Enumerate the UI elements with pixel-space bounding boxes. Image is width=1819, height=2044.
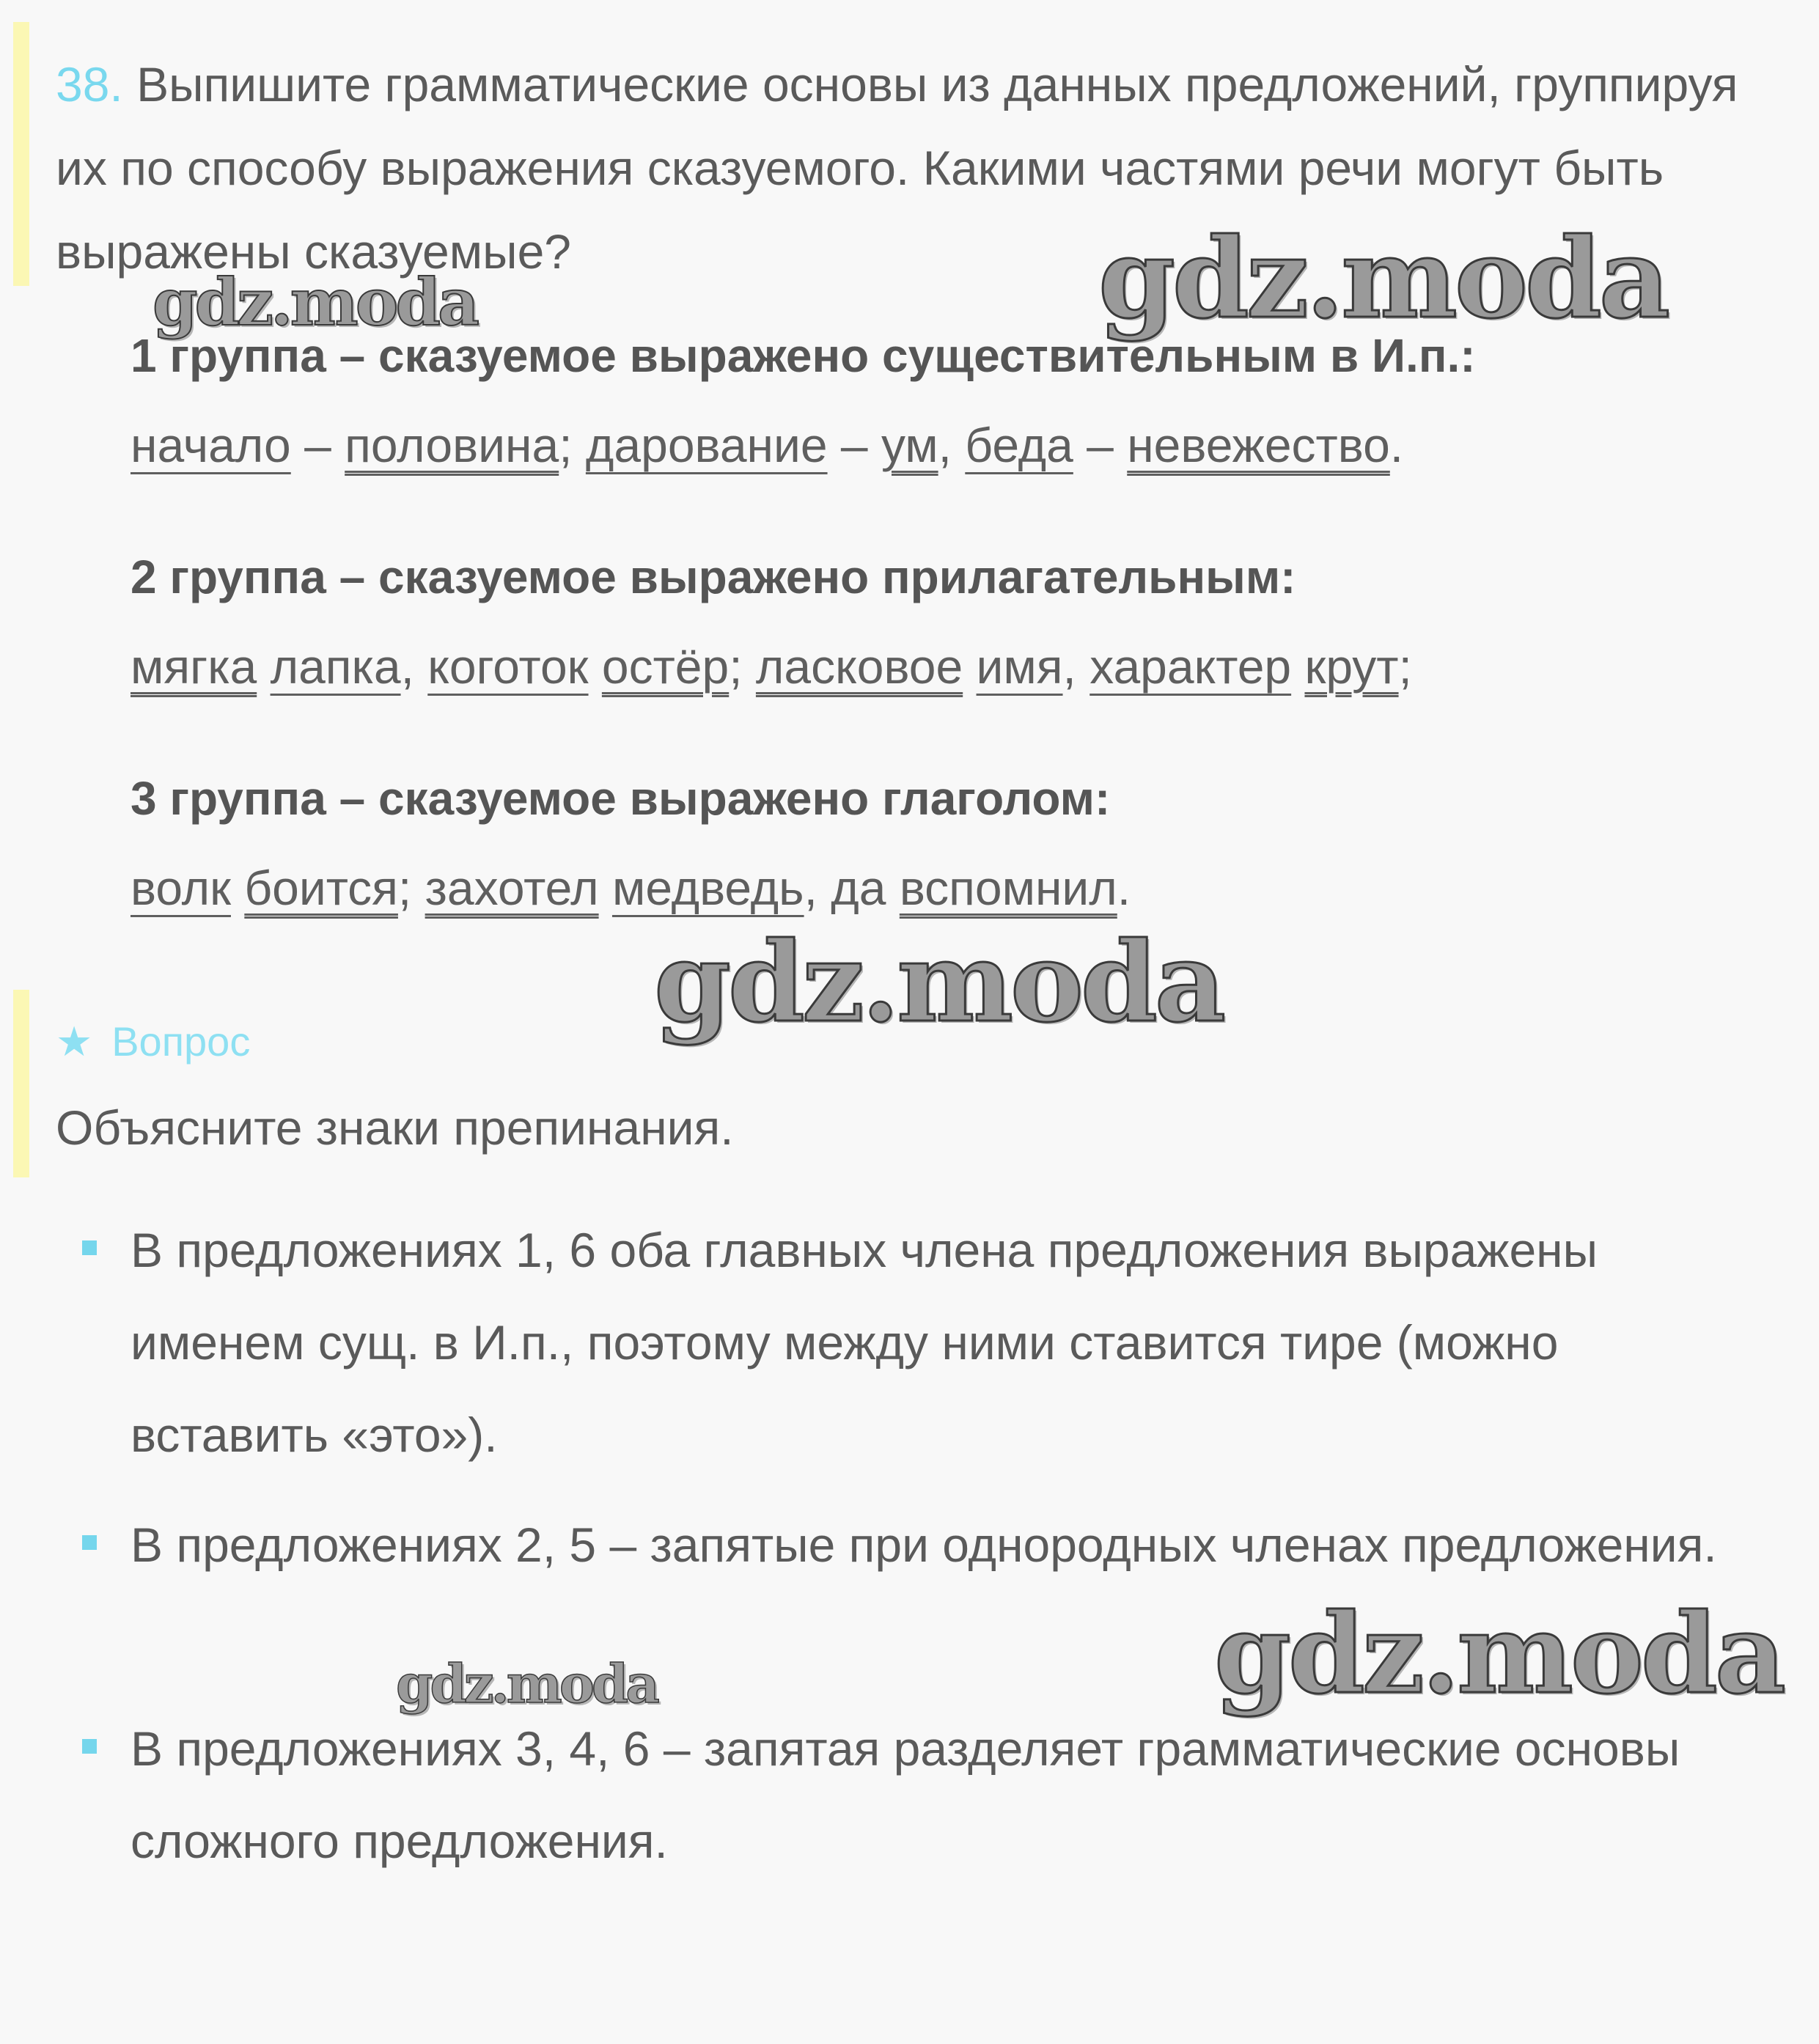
separator: – <box>1073 418 1128 472</box>
subject-word: имя <box>976 639 1063 694</box>
separator: . <box>1389 418 1404 472</box>
square-bullet-icon <box>82 1240 97 1255</box>
watermark: gdz.moda <box>1214 1589 1784 1718</box>
watermark: gdz.moda <box>1098 214 1668 343</box>
subject-word: беда <box>965 418 1073 472</box>
separator: – <box>290 418 345 472</box>
separator: ; <box>729 639 756 694</box>
predicate-word: мягка <box>131 639 257 694</box>
task-number: 38. <box>56 57 123 111</box>
group-heading: 3 группа – сказуемое выражено глаголом: <box>131 772 1111 825</box>
separator: ; <box>397 861 425 915</box>
group-heading: 1 группа – сказуемое выражено существительным в И.п.: <box>131 329 1476 382</box>
group-answer <box>131 633 1787 699</box>
separator: , <box>1062 639 1090 694</box>
square-bullet-icon <box>82 1739 97 1754</box>
group-answer <box>131 412 1787 478</box>
question-side-bar <box>13 990 29 1177</box>
subject-word: коготок <box>427 639 589 694</box>
predicate-word: остёр <box>601 639 730 694</box>
question-label-text: Вопрос <box>111 1018 251 1065</box>
separator: ; <box>559 418 586 472</box>
predicate-word: боится <box>244 861 398 915</box>
separator <box>231 861 244 915</box>
list-item <box>131 1499 1758 1591</box>
predicate-word: вспомнил <box>899 861 1117 915</box>
separator <box>257 639 270 694</box>
subject-word: медведь <box>611 861 804 915</box>
separator: , да <box>804 861 900 915</box>
answer-group-2 <box>131 544 1787 699</box>
subject-word: начало <box>131 418 291 472</box>
predicate-word: ум <box>881 418 938 472</box>
list-item-text: В предложениях 1, 6 оба главных члена предложения выражены именем сущ. в И.п., поэтому между ними ставится тире (можно вставить «это»). <box>131 1223 1598 1462</box>
group-heading: 2 группа – сказуемое выражено прилагательным: <box>131 551 1296 603</box>
predicate-word: половина <box>345 418 559 472</box>
subject-word: волк <box>131 861 231 915</box>
star-icon: ★ <box>56 1018 93 1065</box>
separator: ; <box>1398 639 1412 694</box>
square-bullet-icon <box>82 1535 97 1550</box>
question-label <box>56 1016 250 1067</box>
subject-word: лапка <box>270 639 401 694</box>
separator <box>1291 639 1304 694</box>
separator <box>963 639 976 694</box>
list-item-text: В предложениях 2, 5 – запятые при однородных членах предложения. <box>131 1518 1717 1572</box>
answer-group-1 <box>131 323 1787 478</box>
subject-word: характер <box>1089 639 1292 694</box>
watermark: gdz.moda <box>654 918 1224 1047</box>
answer-group-3 <box>131 765 1787 921</box>
task-statement: Выпишите грамматические основы из данных предложений, группируя их по способу выражения сказуемого. Какими частями речи могут быть выражены сказуемые? <box>56 57 1738 279</box>
predicate-word: ласковое <box>755 639 963 694</box>
predicate-word: захотел <box>425 861 599 915</box>
watermark: gdz.moda <box>152 264 477 340</box>
separator: – <box>827 418 881 472</box>
list-item <box>131 1702 1758 1887</box>
separator: , <box>938 418 966 472</box>
predicate-word: крут <box>1304 639 1399 694</box>
separator <box>599 861 612 915</box>
predicate-word: невежество <box>1127 418 1390 472</box>
question-text: Объясните знаки препинания. <box>56 1100 734 1155</box>
subject-word: дарование <box>585 418 828 472</box>
group-answer <box>131 855 1787 921</box>
task-side-bar <box>13 22 29 286</box>
separator <box>589 639 602 694</box>
separator: , <box>400 639 428 694</box>
separator: . <box>1117 861 1131 915</box>
list-item <box>131 1204 1758 1481</box>
list-item-text: В предложениях 3, 4, 6 – запятая разделяет грамматические основы сложного предложения. <box>131 1721 1680 1868</box>
watermark: gdz.moda <box>396 1653 657 1715</box>
